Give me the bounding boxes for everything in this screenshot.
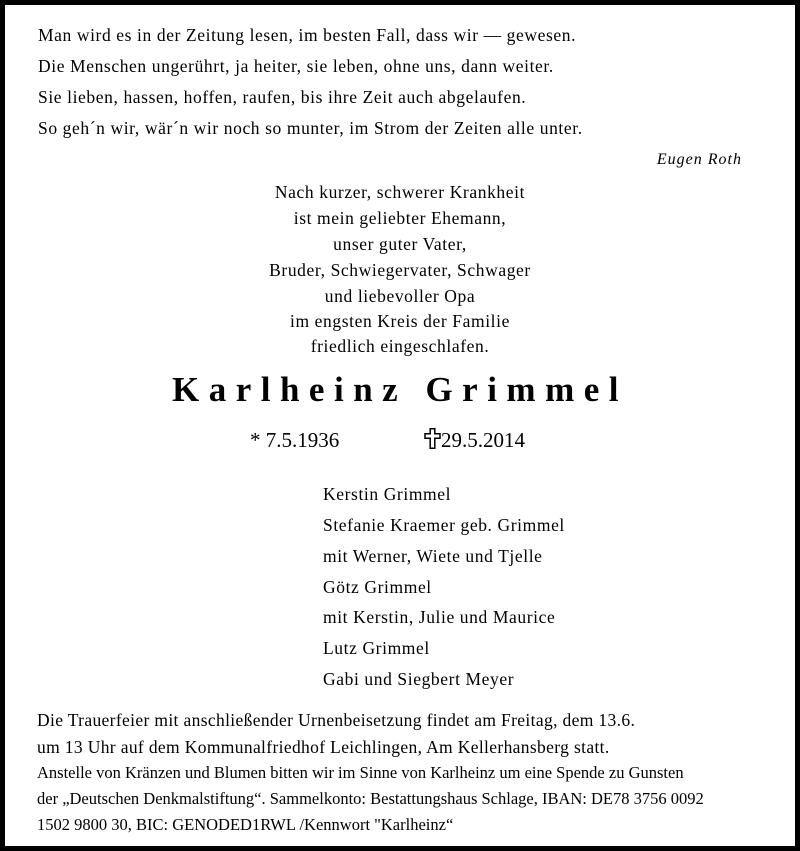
announcement-line: Nach kurzer, schwerer Krankheit [274,182,526,202]
poem-line: Sie lieben, hassen, hoffen, raufen, bis ihre Zeit auch abgelaufen. [38,87,527,107]
funeral-line: Die Trauerfeier mit anschließender Urnenbeisetzung findet am Freitag, dem 13.6. [37,710,636,730]
birth-date: * 7.5.1936 [250,428,340,452]
donation-line: 1502 9800 30, BIC: GENODED1RWL /Kennwort "Karlheinz“ [37,815,454,834]
mourner-line: Kerstin Grimmel [323,484,452,504]
announcement-line: friedlich eingeschlafen. [310,336,490,356]
announcement-line: unser guter Vater, [333,234,467,254]
death-date-group [424,428,525,453]
deceased-name: Karlheinz Grimmel [171,370,628,409]
announcement-line: im engsten Kreis der Familie [290,311,510,331]
mourner-line: Lutz Grimmel [323,638,430,658]
announcement-line: Bruder, Schwiegervater, Schwager [269,260,531,280]
cross-icon [424,428,441,449]
poem-line: So geh´n wir, wär´n wir noch so munter, im Strom der Zeiten alle unter. [38,118,583,138]
funeral-line: um 13 Uhr auf dem Kommunalfriedhof Leichlingen, Am Kellerhansberg statt. [37,737,610,757]
mourner-line: mit Kerstin, Julie und Maurice [323,607,556,627]
poem-line: Man wird es in der Zeitung lesen, im besten Fall, dass wir — gewesen. [38,25,577,45]
mourner-line: Stefanie Kraemer geb. Grimmel [323,515,565,535]
mourner-line: Götz Grimmel [323,577,432,597]
announcement-line: ist mein geliebter Ehemann, [293,208,507,228]
mourner-line: mit Werner, Wiete und Tjelle [323,546,543,566]
poem-author: Eugen Roth [656,151,742,168]
donation-line: Anstelle von Kränzen und Blumen bitten wir im Sinne von Karlheinz um eine Spende zu Gunsten [37,763,684,782]
poem-line: Die Menschen ungerührt, ja heiter, sie leben, ohne uns, dann weiter. [38,56,554,76]
death-date: 29.5.2014 [441,428,525,452]
mourner-line: Gabi und Siegbert Meyer [323,669,515,689]
announcement-line: und liebevoller Opa [324,286,476,306]
donation-line: der „Deutschen Denkmalstiftung“. Sammelkonto: Bestattungshaus Schlage, IBAN: DE78 3756 0092 [37,789,704,808]
